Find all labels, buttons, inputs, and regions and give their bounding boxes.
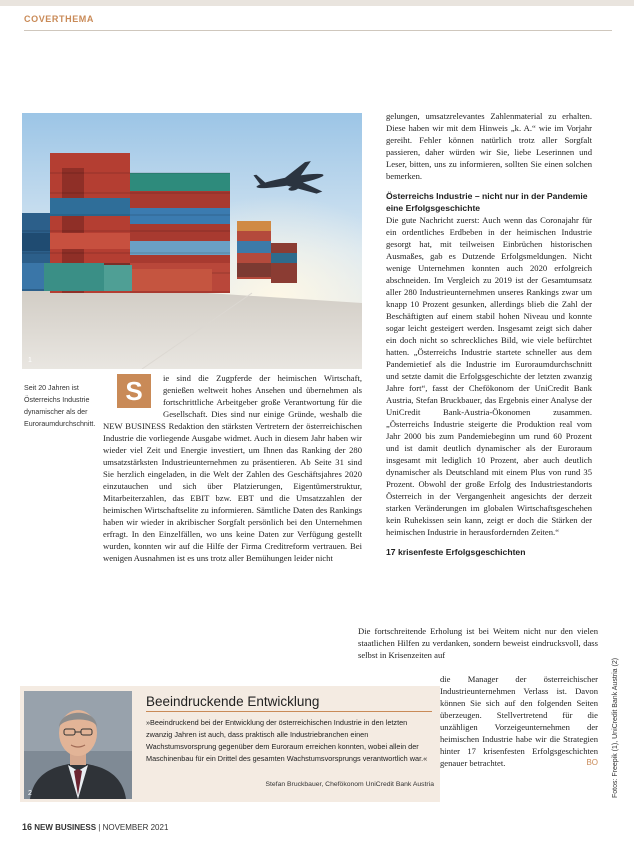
page-footer bbox=[22, 822, 168, 832]
top-bar bbox=[0, 0, 634, 6]
section-heading: Österreichs Industrie – nicht nur in der Pandemie eine Erfolgsgeschichte bbox=[386, 191, 588, 213]
footer-separator: | bbox=[98, 823, 101, 832]
quote-rule bbox=[146, 711, 432, 712]
article-paragraph: ie sind die Zugpferde der heimischen Wirtschaft, genießen weltweit hohes Ansehen und übernehmen als fortschrittliche Arbeitgeber große Verantwortung für die Gesellschaft. Dies sind nur einige Gründe, weshalb die NEW BUSINESS Redaktion den stärksten Vertretern der österreichischen Industrie die vorliegende Ausgabe widmet. Auch in diesem Jahr haben wir wieder viel Zeit und Energie investiert, um Ihnen das Ranking der 280 umsatzstärksten Industrieunternehmen zu präsentieren. Ab Seite 31 sind Sie herzlich eingeladen, in die Welt der Zahlen des Geschäftsjahres 2020 einzutauchen und sich über Platzierungen, Eigentümerstruktur, Mitarbeiterzahlen, das EBIT bzw. EBT und die Umsatzzahlen der heimischen Wirtschaftselite zu informieren. Sämtliche Daten des Rankings haben wir wieder in akribischer Sorgfalt persönlich bei den Unternehmen erfragt. In den Einzelfällen, wo uns keine Daten zur Verfügung gestellt wurden, konnten wir auf die Hilfe der Firma Creditreform vertrauen. Bei wenigen Ausnahmen ist es uns trotz aller Bemühungen leider nicht bbox=[103, 373, 362, 563]
article-paragraph: gelungen, umsatzrelevantes Zahlenmaterial zu erhalten. Diese haben wir mit dem Hinweis „k. A.“ wie im Vorjahr gereiht. Fehler können natürlich trotz aller Sorgfalt passieren, daher würden wir Sie, liebe Leserinnen und Leser, bitten, uns zu informieren, sollten Sie einen solchen bemerken. bbox=[386, 111, 592, 181]
article-paragraph-wide bbox=[358, 625, 598, 661]
article-paragraph: Die fortschreitende Erholung ist bei Weitem nicht nur den vielen staatlichen Hilfen zu verdanken, sondern beweist eindrucksvoll, dass selbst in Krisenzeiten auf bbox=[358, 626, 598, 660]
section-label: COVERTHEMA bbox=[24, 14, 95, 24]
drop-cap: S bbox=[117, 374, 151, 408]
photo-caption: Seit 20 Jahren ist Österreichs Industrie dynamischer als der Euroraumdurchschnitt. bbox=[24, 384, 96, 428]
quote-title: Beeindruckende Entwicklung bbox=[146, 694, 320, 709]
author-signature: BO bbox=[586, 758, 598, 767]
photo-credit: Fotos: Freepik (1), UniCredit Bank Austria (2) bbox=[612, 657, 619, 798]
page-number: 16 bbox=[22, 822, 33, 832]
quote-author: Stefan Bruckbauer, Chefökonom UniCredit Bank Austria bbox=[265, 781, 434, 788]
article-paragraph-narrow bbox=[440, 673, 598, 769]
magazine-name: NEW BUSINESS bbox=[34, 823, 97, 832]
issue-date: NOVEMBER 2021 bbox=[102, 823, 169, 832]
photo-number: 1 bbox=[28, 357, 32, 364]
article-paragraph: Die gute Nachricht zuerst: Auch wenn das Coronajahr für ein ordentliches Erdbeben in der heimischen Industrie gesorgt hat, mit teilweisen Einbrüchen historischen Ausmaßes, gab es Dutzende Erfolgsmeldungen. Nicht wenige Unternehmen konnten auch 2020 erfolgreich abschneiden. Im Vergleich zu 2019 ist der Gesamtumsatz aller 280 Industrieunternehmen unseres Rankings zwar um knapp 10 Prozent gesunken, allerdings blieb die Zahl der Beschäftigten auf einem stabil hohen Niveau und konnte sogar leicht gesteigert werden. Insgesamt zeigt sich daher ein doch nicht so schreckliches Bild, wie viele befürchtet hatten. „Österreichs Industrie startete schneller aus dem Pandemietief als die Industrie im Euroraumdurchschnitt und setzte damit die Erfolgsgeschichte der letzten zwanzig Jahre fort“, fasst der Chefökonom der UniCredit Bank Austria, Stefan Bruckbauer, das Ergebnis einer Analyse der UniCredit Bank-Austria-Ökonomen zusammen. „Österreichs Industrie steigerte die Produktion real vom Jahr 2000 bis zum Pandemiebeginn um rund 60 Prozent und ist damit deutlich dynamischer als der Euroraum insgesamt mit lediglich 10 Prozent, aber auch deutlich dynamischer als Deutschland mit einem Plus von rund 35 Prozent. Obwohl der große Erfolg des Industriestandorts Österreich in der Vergangenheit angesichts der derzeit starken Veränderungen im globalen Wirtschaftsgeschehen kein Ruhekissen sein kann, zeigt er doch die Stärken der heimischen Industrie in herausfordernden Zeiten.“ bbox=[386, 215, 592, 537]
container-port-photo bbox=[22, 113, 362, 369]
section-heading: 17 krisenfeste Erfolgsgeschichten bbox=[386, 547, 526, 557]
quote-text: »Beeindruckend bei der Entwicklung der österreichischen Industrie in den letzten zwanzig Jahren ist auch, dass praktisch alle Industriebranchen einen Wachstumsvorsprung gegenüber dem Euroraum erreichen konnten, wobei allein der Maschinenbau für ein Drittel des gesamten Wachstumsvorsprungs verantwortlich war.« bbox=[146, 718, 428, 763]
section-rule bbox=[24, 30, 612, 31]
photo-number: 2 bbox=[28, 790, 32, 797]
article-column-right bbox=[386, 110, 592, 558]
article-column-middle bbox=[103, 372, 362, 564]
article-paragraph: die Manager der österreichischer Industrieunternehmen Verlass ist. Davon können Sie sich auf den folgenden Seiten überzeugen. Stellvertretend für die unzähligen Vorzeigeunternehmen der heimischen Industrie habe wir die Strategien hinter 17 krisenfesten Erfolgsgeschichten genauer betrachtet. bbox=[440, 674, 598, 768]
portrait-photo bbox=[24, 691, 132, 799]
